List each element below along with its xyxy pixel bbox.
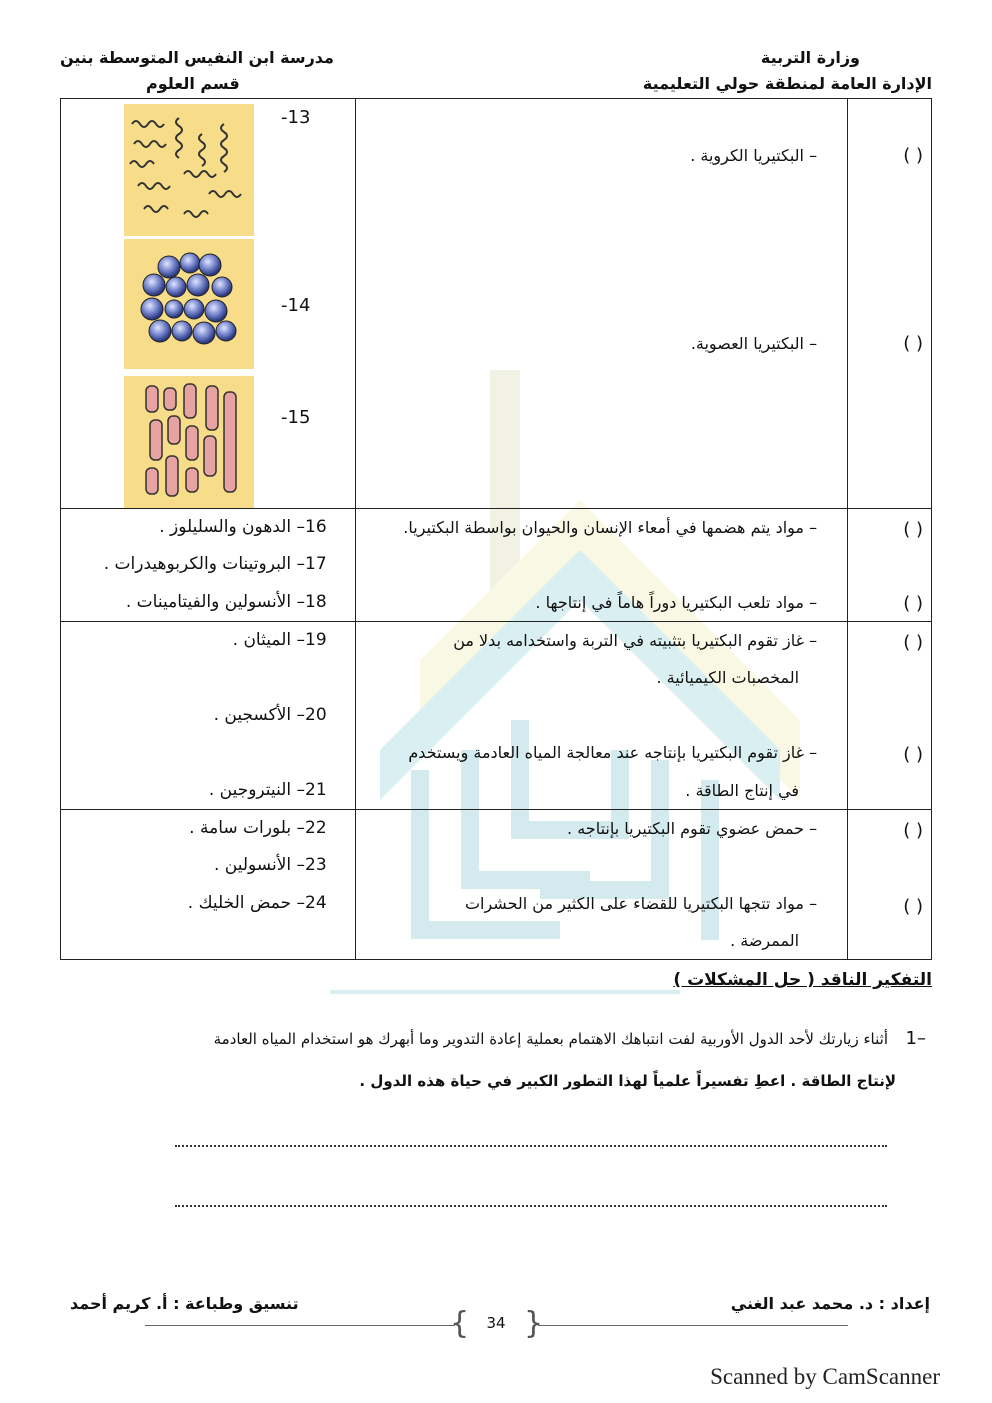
spiral-bacteria-image [124,104,254,236]
option-text: 16– الدهون والسليلوز . [159,517,327,537]
option-number: -15 [281,407,311,428]
statement-text: في إنتاج الطاقة . [685,781,800,800]
option-text: 17– البروتينات والكربوهيدرات . [103,554,327,574]
option-number: -14 [281,295,311,316]
table-row [61,622,932,810]
table-row [61,810,932,960]
answer-bracket[interactable]: ( ) [903,145,923,166]
option-number: -13 [281,107,311,128]
options-cell [61,622,356,810]
round-bacteria-image [124,239,254,369]
answer-bracket[interactable]: ( ) [903,593,923,614]
statements-cell [355,99,847,509]
statement-text: المخصبات الكيميائية . [656,668,800,687]
statement-text: الممرضة . [730,931,800,950]
page-bracket-right: } [524,1306,544,1341]
statements-cell [355,509,847,622]
page-bracket-left: { [450,1306,470,1341]
scanner-watermark-text: Scanned by CamScanner [710,1364,940,1389]
option-text: 24– حمض الخليك . [187,893,327,913]
footer-rule-left [145,1325,455,1326]
statement-text: – مواد تلعب البكتيريا دوراً هاماً في إنتاجها . [535,593,818,612]
answer-line[interactable] [175,1205,887,1207]
footer-rule-right [538,1325,848,1326]
answer-line[interactable] [175,1145,887,1147]
page-number: 34 [486,1314,506,1332]
option-text: 20– الأكسجين . [213,705,327,725]
option-text: 23– الأنسولين . [213,855,327,875]
option-text: 19– الميثان . [232,630,327,650]
statements-cell [355,810,847,960]
statement-text: – مواد تتجها البكتيريا للقضاء على الكثير من الحشرات [464,894,818,913]
table-row [61,99,932,509]
statement-text: – غاز تقوم البكتيريا بإنتاجه عند معالجة المياه العادمة ويستخدم [408,743,818,762]
answer-cell [848,99,932,509]
option-text: 18– الأنسولين والفيتامينات . [125,592,327,612]
question-text: لإنتاج الطاقة . اعطِ تفسيراً علمياً لهذا التطور الكبير في حياة هذه الدول . [359,1072,896,1090]
answer-bracket[interactable]: ( ) [903,632,923,653]
answer-cell [848,509,932,622]
answer-bracket[interactable]: ( ) [903,333,923,354]
statement-text: – حمض عضوي تقوم البكتيريا بإنتاجه . [567,819,818,838]
statement-text: – غاز تقوم البكتيريا بتثبيته في التربة واستخدامه بدلا من [453,631,818,650]
section-divider [330,990,680,994]
option-text: 22– بلورات سامة . [189,818,327,838]
options-cell [61,99,356,509]
option-text: 21– النيتروجين . [208,780,327,800]
answer-bracket[interactable]: ( ) [903,744,923,765]
options-cell [61,509,356,622]
answer-cell [848,622,932,810]
statement-text: – البكتيريا الكروية . [690,146,818,165]
prepared-by: إعداد : د. محمد عبد الغني [730,1294,930,1313]
answer-cell [848,810,932,960]
district-name: الإدارة العامة لمنطقة حولي التعليمية [642,74,932,93]
rod-bacteria-image [124,376,254,508]
question-text: أثناء زيارتك لأحد الدول الأوربية لفت انتباهك الاهتمام بعملية إعادة التدوير وما أبهرك هو استخدام المياه العادمة [213,1030,888,1048]
statement-text: – البكتيريا العصوية. [690,334,818,353]
options-cell [61,810,356,960]
answer-bracket[interactable]: ( ) [903,820,923,841]
coordination-credit: تنسيق وطباعة : أ. كريم أحمد [70,1294,299,1313]
section-title: التفكير الناقد ( حل المشكلات ) [673,970,932,990]
ministry-name: وزارة التربية [760,48,860,67]
table-row [61,509,932,622]
statements-cell [355,622,847,810]
department-name: قسم العلوم [146,74,240,93]
school-name: مدرسة ابن النفيس المتوسطة بنين [60,48,334,67]
statement-text: – مواد يتم هضمها في أمعاء الإنسان والحيوان بواسطة البكتيريا. [403,518,818,537]
answer-bracket[interactable]: ( ) [903,896,923,917]
matching-table [60,98,932,960]
answer-bracket[interactable]: ( ) [903,519,923,540]
question-number: 1– [905,1028,926,1049]
